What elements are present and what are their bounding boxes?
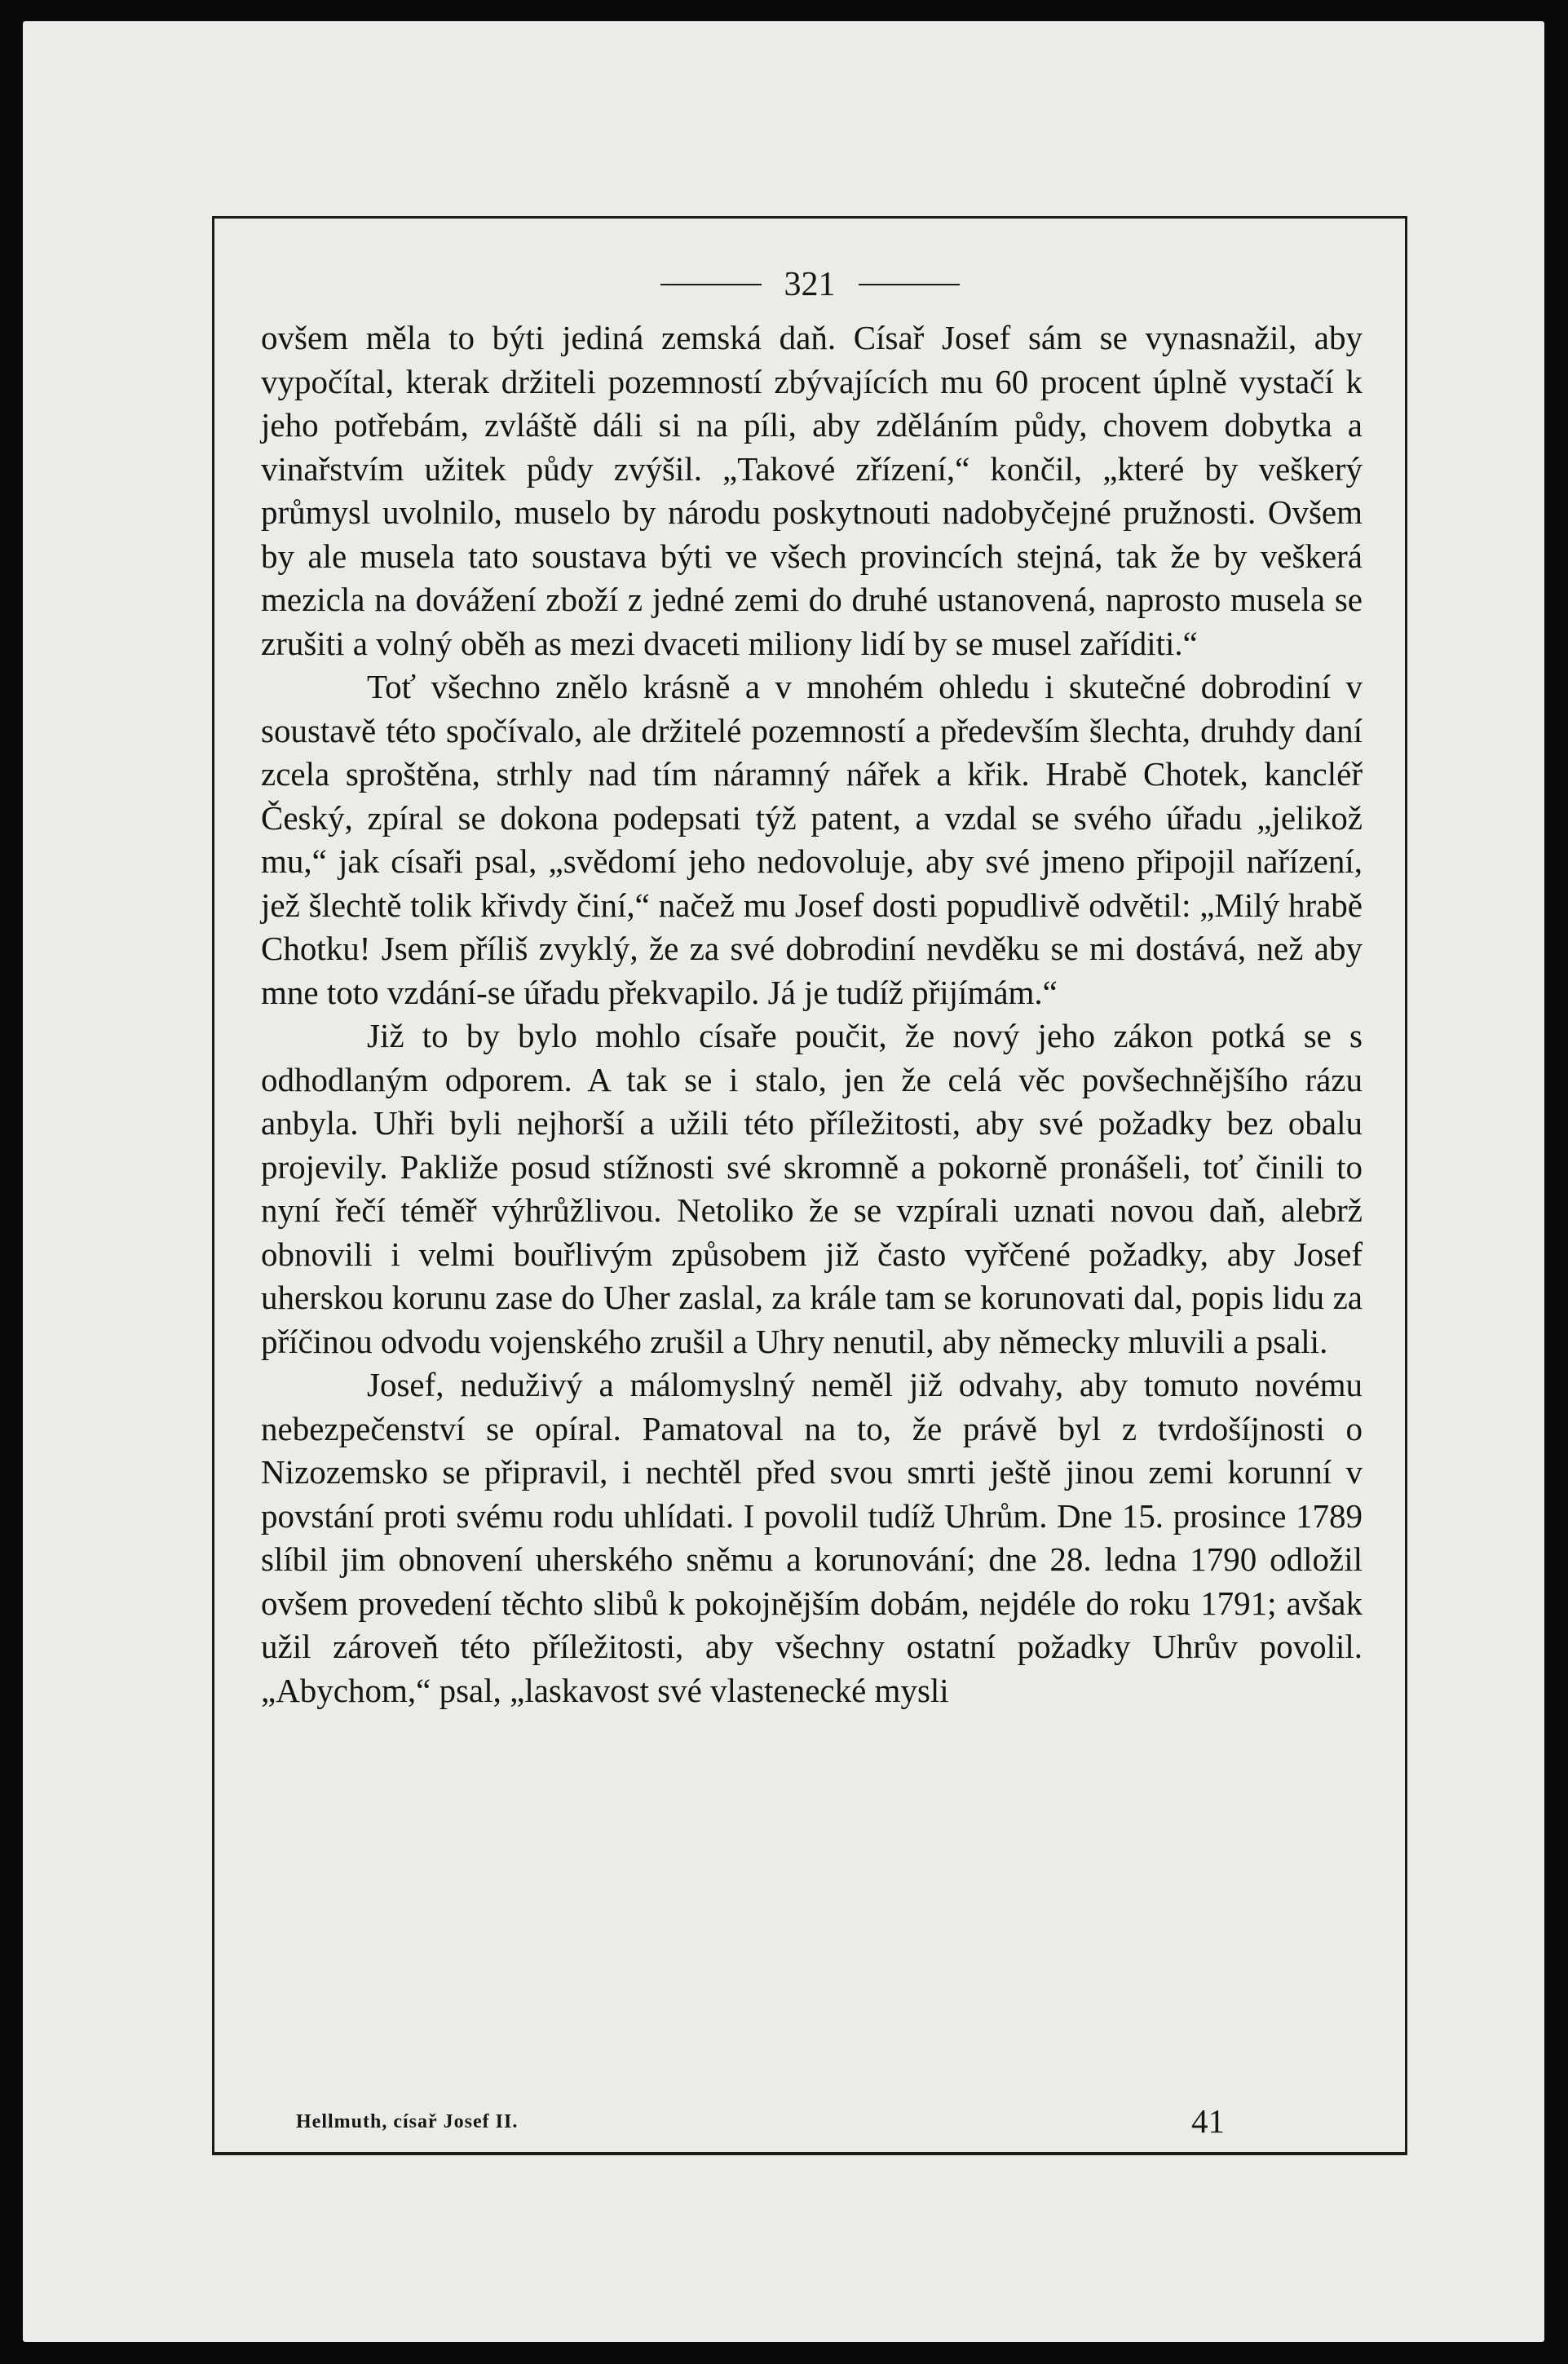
page-footer xyxy=(255,2101,1356,2142)
book-page xyxy=(23,21,1544,2342)
text-frame xyxy=(212,216,1407,2155)
paragraph-3: Již to by bylo mohlo císaře poučit, že nový jeho zákon potká se s odhodlaným odporem. A tak se i stalo, jen že celá věc povšechnějšího rázu anbyla. Uhři byli nejhorší a užili této příležitosti, aby své požadky bez obalu projevily. Pakliže posud stížnosti své skromně a pokorně pronášeli, toť činili to nyní řečí téměř výhrůžlivou. Netoliko že se vzpírali uznati novou daň, alebrž obnovili i velmi bouřlivým způsobem již často vyřčené požadky, aby Josef uherskou korunu zase do Uher zaslal, za krále tam se korunovati dal, popis lidu za příčinou odvodu vojenského zrušil a Uhry nenutil, aby německy mluvili a psali. xyxy=(261,1017,1363,1360)
page-header xyxy=(214,264,1405,305)
paragraph-1: ovšem měla to býti jediná zemská daň. Císař Josef sám se vynasnažil, aby vypočítal, kterak držiteli pozemností zbývajících mu 60 procent úplně vystačí k jeho potřebám, zvláště dáli si na píli, aby zděláním půdy, chovem dobytka a vinařstvím užitek půdy zvýšil. „Takové zřízení,“ končil, „které by veškerý průmysl uvolnilo, muselo by národu poskytnouti nadobyčejné pružnosti. Ovšem by ale musela tato soustava býti ve všech provincích stejná, tak že by veškerá mezicla na dovážení zboží z jedné zemi do druhé ustanovená, naprosto musela se zrušiti a volný oběh as mezi dvaceti miliony lidí by se musel zaříditi.“ xyxy=(261,319,1363,662)
header-rule-left xyxy=(660,284,762,285)
page-body xyxy=(261,316,1363,1712)
page-number: 321 xyxy=(784,266,836,303)
signature-number: 41 xyxy=(1191,2102,1225,2140)
paragraph-2: Toť všechno znělo krásně a v mnohém ohledu i skutečné dobrodiní v soustavě této spočívalo, ale držitelé pozemností a především šlechta, druhdy daní zcela sproštěna, strhly nad tím náramný nářek a křik. Hrabě Chotek, kancléř Český, zpíral se dokona podepsati týž patent, a vzdal se svého úřadu „jelikož mu,“ jak císaři psal, „svědomí jeho nedovoluje, aby své jmeno připojil nařízení, jež šlechtě tolik křivdy činí,“ načež mu Josef dosti popudlivě odvětil: „Milý hrabě Chotku! Jsem příliš zvyklý, že za své dobrodiní nevděku se mi dostává, než aby mne toto vzdání-se úřadu překvapilo. Já je tudíž přijímám.“ xyxy=(261,668,1363,1011)
header-rule-right xyxy=(859,284,960,285)
signature-mark: Hellmuth, císař Josef II. xyxy=(296,2111,519,2132)
paragraph-4: Josef, neduživý a málomyslný neměl již odvahy, aby tomuto novému nebezpečenství se opíral. Pamatoval na to, že právě byl z tvrdošíjnosti o Nizozemsko se připravil, i nechtěl před svou smrti ještě jinou zemi korunní v povstání proti svému rodu uhlídati. I povolil tudíž Uhrům. Dne 15. prosince 1789 slíbil jim obnovení uherského sněmu a korunování; dne 28. ledna 1790 odložil ovšem provedení těchto slibů k pokojnějším dobám, nejdéle do roku 1791; avšak užil zároveň této příležitosti, aby všechny ostatní požadky Uhrův povolil. „Abychom,“ psal, „laskavost své vlastenecké mysli xyxy=(261,1366,1363,1709)
